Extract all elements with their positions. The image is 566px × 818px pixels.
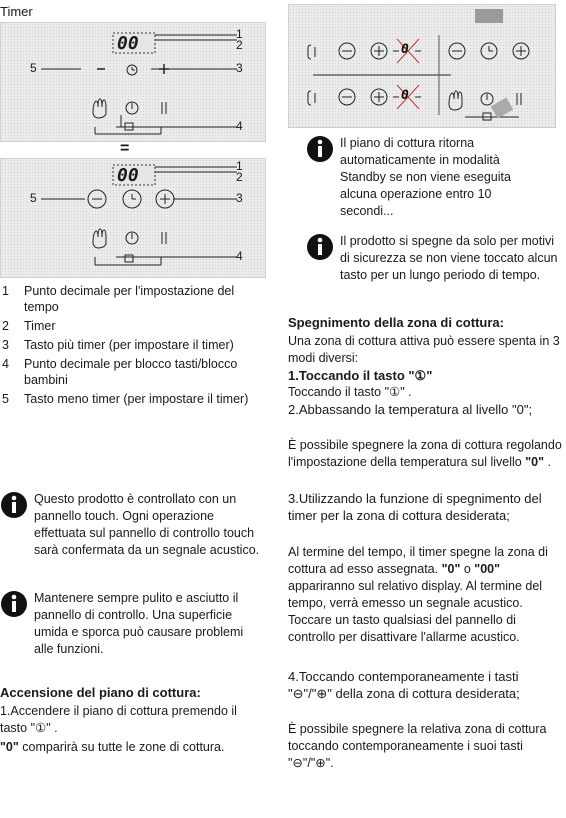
method-1-text: Toccando il tasto "①" . (288, 385, 412, 399)
legend-item: 2 Timer (2, 319, 56, 333)
callout-5: 5 (30, 61, 37, 75)
callout-3: 3 (236, 61, 243, 75)
callout-1b: 1 (236, 159, 243, 173)
equals-divider: = (120, 140, 130, 157)
method-3-text: Al termine del tempo, il timer spegne la zona di cottura ad esso assegnata. "0" o "00" appariranno sul relativo display. Al termine del tempo, verrà emesso un segnale acustico. Toccare un tasto qualsiasi del pannello di controllo per disattivare l'allarme acustico. (288, 545, 548, 644)
info-note: Questo prodotto è controllato con un pannello touch. Ogni operazione effettuata sul pannello di controllo touch sarà confermata da un segnale acustico. (0, 491, 264, 581)
callout-2: 2 (236, 38, 243, 52)
info-icon (0, 491, 28, 519)
legend-item: 1 Punto decimale per l'impostazione del tempo (2, 284, 235, 314)
zone-display-1: 0 (401, 42, 409, 57)
info-icon (0, 590, 28, 618)
method-1-title: 1.Toccando il tasto "①" (288, 368, 433, 383)
callout-5b: 5 (30, 191, 37, 205)
callout-2b: 2 (236, 170, 243, 184)
method-4-title: 4.Toccando contemporaneamente i tasti "⊖"/"⊕" della zona di cottura desiderata; (288, 669, 520, 701)
timer-panel-2 (0, 158, 266, 278)
legend-item: 3 Tasto più timer (per impostare il timer) (2, 338, 234, 352)
info-note: Il piano di cottura ritorna automaticamente in modalità Standby se non viene eseguita alcuna operazione entro 10 secondi... (306, 135, 562, 225)
timer-panel-1 (0, 22, 266, 142)
callout-4b: 4 (236, 249, 243, 263)
spegnimento-intro: Una zona di cottura attiva può essere spenta in 3 modi diversi: (288, 334, 560, 365)
timer-display-1: 00 (117, 33, 139, 54)
info-note: Mantenere sempre pulito e asciutto il pannello di controllo. Una superficie umida e sporca può causare problemi alle funzioni. (0, 590, 264, 680)
section-title: Timer (0, 4, 33, 19)
zone-display-2: 0 (401, 88, 409, 103)
callout-3b: 3 (236, 191, 243, 205)
spegnimento-heading: Spegnimento della zona di cottura: (288, 315, 504, 330)
timer-display-2: 00 (117, 165, 139, 186)
accensione-result: "0" comparirà su tutte le zone di cottura. (0, 740, 225, 754)
legend-item: 4 Punto decimale per blocco tasti/blocco bambini (2, 357, 238, 387)
callout-4: 4 (236, 119, 243, 133)
method-4-text: È possibile spegnere la relativa zona di cottura toccando contemporaneamente i suoi tasti "⊖"/"⊕". (288, 722, 547, 770)
method-3-title: 3.Utilizzando la funzione di spegnimento del timer per la zona di cottura desiderata; (288, 491, 542, 523)
accensione-heading: Accensione del piano di cottura: (0, 685, 201, 700)
method-2-title: 2.Abbassando la temperatura al livello "0"; (288, 402, 533, 417)
legend-list (0, 283, 262, 410)
control-panel-illustration (289, 5, 555, 127)
method-2-text: È possibile spegnere la zona di cottura regolando l'impostazione della temperatura sul livello "0" . (288, 438, 562, 469)
callout-1: 1 (236, 27, 243, 41)
legend-item: 5 Tasto meno timer (per impostare il timer) (2, 392, 249, 406)
info-icon (306, 233, 334, 261)
control-panel-diagram (288, 4, 556, 128)
info-icon (306, 135, 334, 163)
info-note: Il prodotto si spegne da solo per motivi di sicurezza se non viene toccato alcun tasto per un lungo periodo di tempo. (306, 233, 562, 313)
accensione-step1: 1.Accendere il piano di cottura premendo il tasto "①" . (0, 704, 237, 735)
